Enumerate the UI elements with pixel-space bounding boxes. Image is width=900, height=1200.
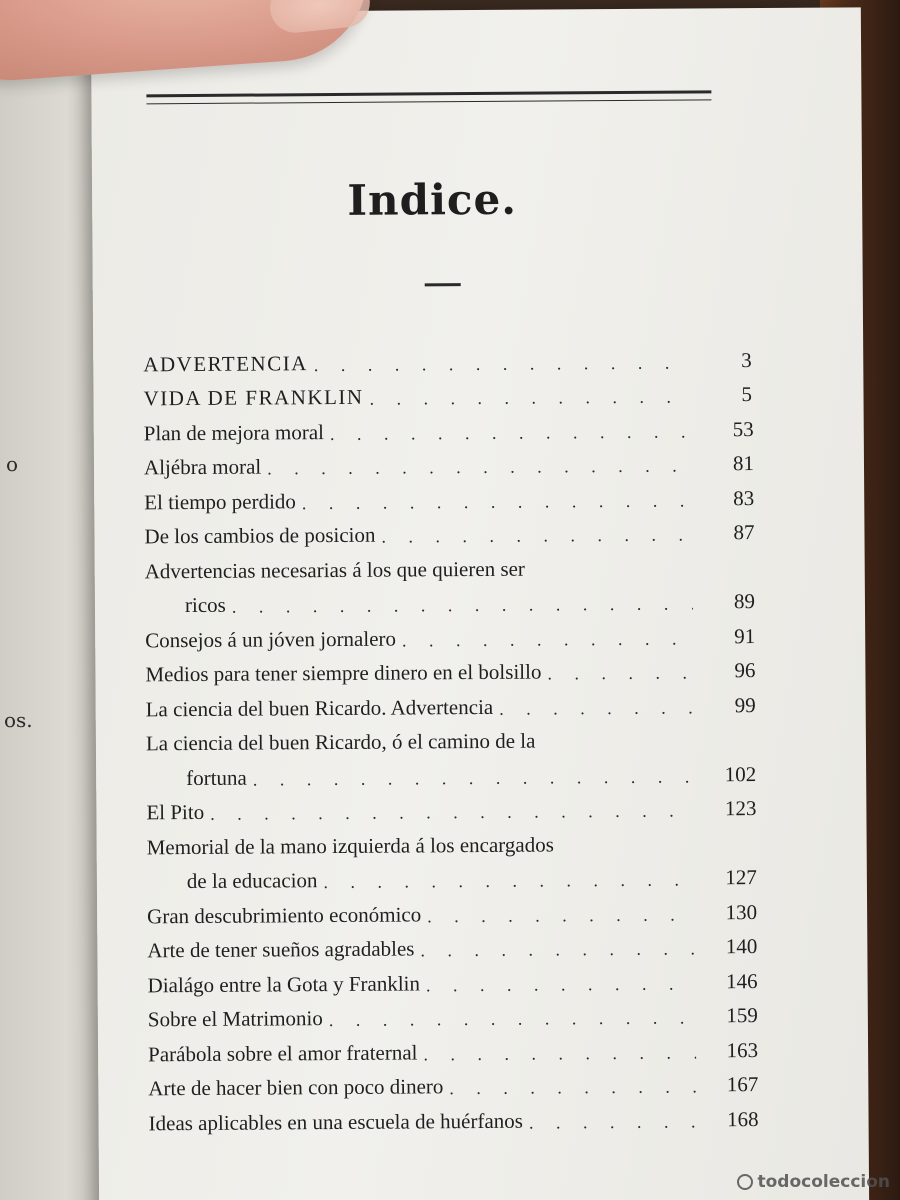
toc-entry-page: 102	[724, 761, 757, 786]
toc-entry-label: Dialágo entre la Gota y Franklin	[147, 970, 421, 997]
toc-entry-label: De los cambios de posicion	[144, 522, 376, 549]
toc-entry	[145, 614, 755, 653]
toc-entry-page: 91	[734, 623, 756, 648]
toc-entry-label: El Pito	[146, 799, 205, 825]
toc-entry-page: 123	[724, 796, 757, 821]
toc-entry-page: 146	[726, 968, 758, 993]
header-rule	[146, 90, 711, 104]
toc-leader-dots	[302, 490, 692, 514]
toc-entry-page: 81	[732, 451, 755, 476]
toc-entry-label: Aljébra moral	[143, 454, 262, 480]
toc-entry-page: 53	[732, 416, 754, 441]
toc-entry-label: ADVERTENCIA	[143, 350, 308, 376]
toc-entry-page: 130	[725, 899, 758, 924]
watermark	[737, 1172, 890, 1192]
toc-entry-label: Gran descubrimiento económico	[147, 901, 422, 928]
toc-entry-page: 167	[726, 1072, 759, 1097]
toc-leader-dots	[427, 904, 695, 927]
toc-entry	[146, 752, 756, 791]
toc-entry-page: 140	[725, 934, 758, 959]
toc-entry-label: La ciencia del buen Ricardo, ó el camino de la	[145, 728, 536, 756]
toc-leader-dots	[449, 1077, 696, 1100]
toc-entry-label: Sobre el Matrimonio	[147, 1006, 323, 1032]
toc-leader-dots	[330, 421, 692, 445]
toc-entry-page: 87	[733, 520, 755, 545]
toc-entry-page: 168	[726, 1106, 759, 1131]
watermark-text: todocoleccion	[757, 1172, 890, 1192]
toc-entry	[148, 1097, 758, 1136]
toc-leader-dots	[369, 387, 691, 410]
toc-entry	[144, 407, 754, 446]
toc-entry	[148, 1063, 758, 1102]
toc-entry-label: El tiempo perdido	[144, 488, 296, 514]
toc-leader-dots	[329, 1008, 696, 1032]
toc-entry-page: 89	[733, 589, 756, 614]
toc-leader-dots	[529, 1111, 697, 1133]
toc-entry-page: 83	[733, 485, 755, 510]
toc-leader-dots	[420, 939, 695, 962]
toc-entry	[145, 580, 755, 619]
toc-entry-page: 96	[734, 658, 756, 683]
toc-entry-label: Medios para tener siempre dinero en el bolsillo	[145, 659, 542, 687]
toc-leader-dots	[547, 663, 693, 685]
left-page-fragment: o	[6, 452, 19, 476]
toc-entry-label: Plan de mejora moral	[143, 419, 325, 445]
toc-entry	[143, 338, 753, 377]
index-page	[91, 7, 869, 1200]
toc-leader-dots	[499, 697, 694, 719]
toc-entry-label: Arte de hacer bien con poco dinero	[148, 1074, 444, 1101]
toc-entry-label: ricos	[184, 592, 226, 618]
toc-entry	[143, 373, 753, 412]
toc-entry	[147, 959, 757, 998]
toc-entry-page: 99	[734, 692, 756, 717]
toc-entry-label: Advertencias necesarias á los que quieren ser	[144, 556, 525, 583]
toc-entry	[146, 718, 756, 757]
toc-entry	[147, 890, 757, 929]
toc-leader-dots	[426, 973, 696, 996]
toc-entry-label: de la educacion	[186, 868, 318, 894]
toc-leader-dots	[423, 1042, 696, 1065]
toc-entry	[147, 925, 757, 964]
toc-entry-page: 159	[726, 1003, 758, 1028]
toc-entry	[144, 511, 754, 550]
toc-entry	[146, 821, 756, 860]
toc-leader-dots	[267, 456, 692, 480]
left-page-fragment: os.	[4, 708, 33, 732]
table-of-contents	[143, 338, 759, 1136]
toc-entry	[148, 1028, 758, 1067]
toc-entry	[145, 545, 755, 584]
toc-entry	[148, 994, 758, 1033]
toc-entry-label: Consejos á un jóven jornalero	[145, 626, 397, 652]
toc-entry-page: 3	[741, 347, 754, 372]
watermark-logo-icon	[737, 1174, 753, 1190]
toc-entry	[146, 683, 756, 722]
toc-leader-dots	[402, 628, 693, 651]
toc-entry-label: Memorial de la mano izquierda á los encargados	[146, 831, 554, 859]
toc-entry	[144, 476, 754, 515]
toc-entry	[146, 787, 756, 826]
toc-entry-label: VIDA DE FRANKLIN	[143, 384, 364, 411]
page-title: Indice.	[347, 174, 518, 225]
toc-entry-label: Ideas aplicables en una escuela de huérfanos	[148, 1108, 523, 1135]
toc-entry-page: 127	[725, 865, 757, 890]
toc-entry-label: La ciencia del buen Ricardo. Advertencia	[145, 694, 494, 721]
toc-entry	[147, 856, 757, 895]
toc-entry	[145, 649, 755, 688]
title-dash	[425, 283, 461, 286]
toc-entry-page: 163	[726, 1037, 759, 1062]
toc-entry	[144, 442, 754, 481]
toc-entry-label: fortuna	[186, 765, 247, 790]
toc-entry-label: Parábola sobre el amor fraternal	[148, 1039, 418, 1066]
toc-leader-dots	[323, 870, 695, 894]
toc-leader-dots	[381, 525, 692, 548]
toc-entry-label: Arte de tener sueños agradables	[147, 936, 415, 963]
toc-leader-dots	[314, 352, 692, 376]
toc-entry-page: 5	[741, 382, 754, 407]
